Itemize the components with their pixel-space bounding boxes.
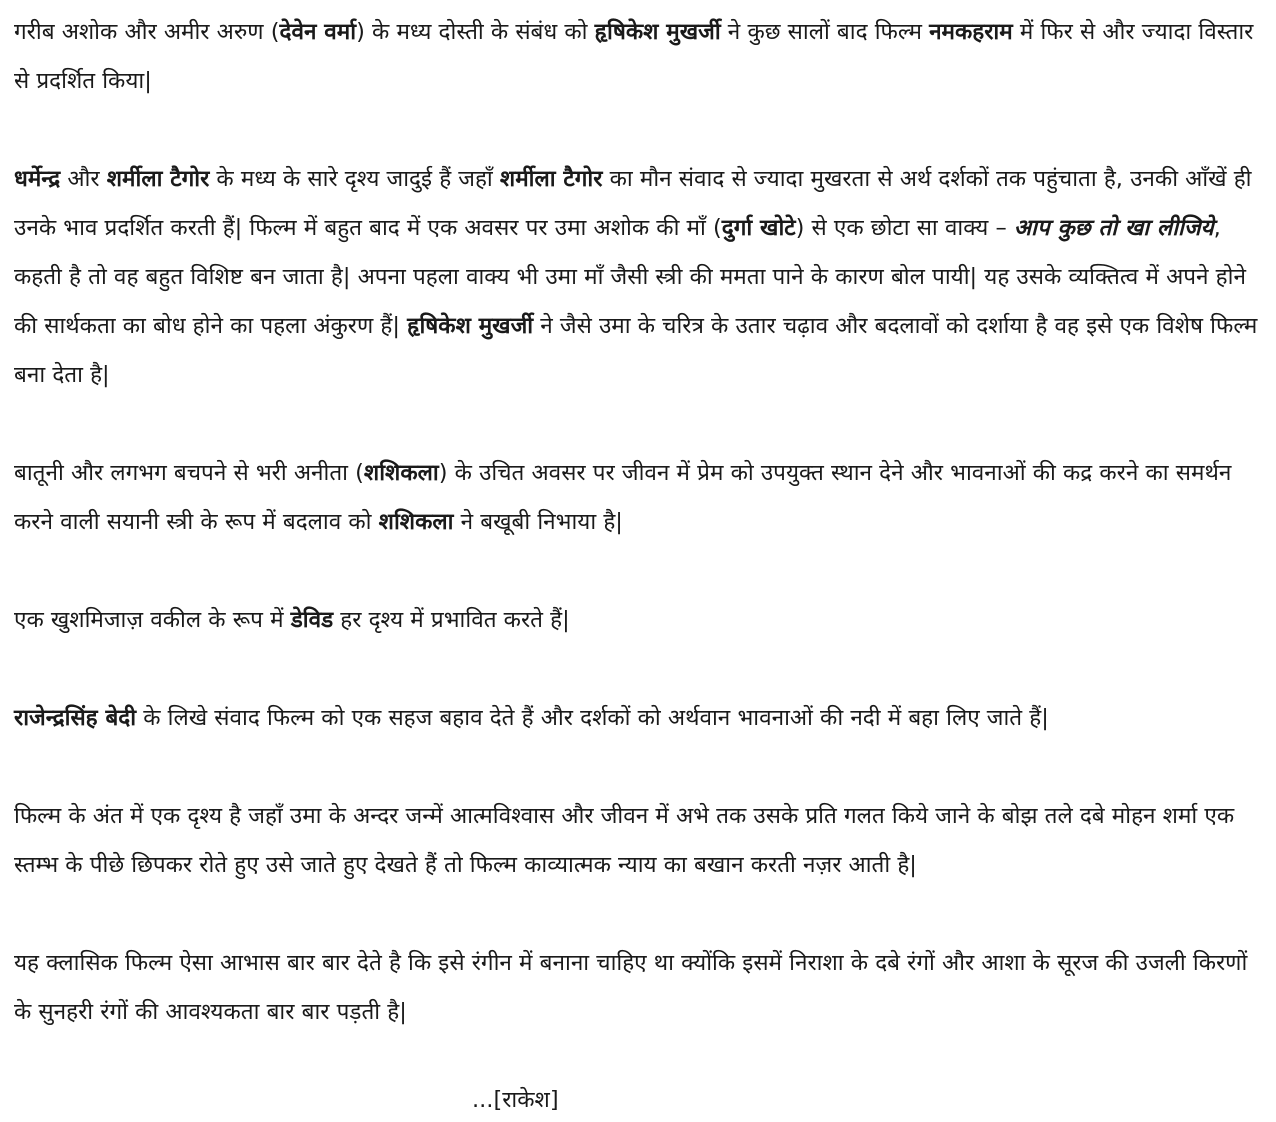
text: फिल्म के अंत में एक दृश्य है जहाँ उमा के अन्दर जन्में आत्मविश्वास और जीवन में अभे तक उसके प्रति गलत किये जाने के बोझ तले दबे मोहन शर्मा एक स्तम्भ के पीछे छिपकर रोते हुए उसे जाते हुए देखते हैं तो फिल्म काव्यात्मक न्याय का बखान करती नज़र आती है| — [14, 803, 1235, 878]
bold-italic-quote: आप कुछ तो खा लीजिये — [1013, 215, 1214, 241]
text: ) के मध्य दोस्ती के संबंध को — [356, 19, 595, 45]
text: हर दृश्य में प्रभावित करते हैं| — [333, 607, 570, 633]
paragraph-7 — [14, 939, 1268, 1037]
paragraph-5 — [14, 694, 1268, 743]
text: बातूनी और लगभग बचपने से भरी अनीता ( — [14, 460, 364, 486]
bold-name: धर्मेन्द्र — [14, 166, 61, 192]
bold-name: देवेन वर्मा — [279, 19, 357, 45]
paragraph-3 — [14, 449, 1268, 547]
bold-name: दुर्गा खोटे — [721, 215, 796, 241]
text: में फिर से और ज्यादा विस्तार से प्रदर्शित किया| — [14, 19, 1254, 94]
text: , कहती है तो वह बहुत विशिष्ट बन जाता है| अपना पहला वाक्य भी उमा माँ जैसी स्त्री की ममता पाने के कारण बोल पायी| यह उसके व्यक्तित्व में अपने होने की सार्थकता का बोध होने का पहला अंकुरण हैं| — [14, 215, 1246, 339]
text: ने कुछ सालों बाद फिल्म — [720, 19, 930, 45]
bold-name: डेविड — [290, 607, 334, 633]
bold-name: हृषिकेश मुखर्जी — [594, 19, 721, 45]
text: के लिखे संवाद फिल्म को एक सहज बहाव देते हैं और दर्शकों को अर्थवान भावनाओं की नदी में बहा लिए जाते हैं| — [136, 705, 1049, 731]
text: ने बखूबी निभाया है| — [453, 509, 623, 535]
bold-name: शशिकला — [378, 509, 454, 535]
text: ) के उचित अवसर पर जीवन में प्रेम को उपयुक्त स्थान देने और भावनाओं की कद्र करने का समर्थन करने वाली सयानी स्त्री के रूप में बदलाव को — [14, 460, 1232, 535]
bold-name: शर्मीला टैगोर — [106, 166, 210, 192]
text: गरीब अशोक और अमीर अरुण ( — [14, 19, 280, 45]
text: के मध्य के सारे दृश्य जादुई हैं जहाँ — [209, 166, 500, 192]
bold-film-title: नमकहराम — [929, 19, 1013, 45]
text: ) से एक छोटा सा वाक्य – — [795, 215, 1014, 241]
text: ने जैसे उमा के चरित्र के उतार चढ़ाव और बदलावों को दर्शाया है वह इसे एक विशेष फिल्म बना देता है| — [14, 313, 1258, 388]
paragraph-1 — [14, 8, 1268, 106]
paragraph-4 — [14, 596, 1268, 645]
text: का मौन संवाद से ज्यादा मुखरता से अर्थ दर्शकों तक पहुंचाता है, उनकी आँखें ही उनके भाव प्रदर्शित करती हैं| फिल्म में बहुत बाद में एक अवसर पर उमा अशोक की माँ ( — [14, 166, 1252, 241]
paragraph-2 — [14, 155, 1268, 400]
bold-name: राजेन्द्रसिंह बेदी — [14, 705, 137, 731]
bold-name: हृषिकेश मुखर्जी — [407, 313, 534, 339]
text: एक खुशमिजाज़ वकील के रूप में — [14, 607, 291, 633]
text: और — [60, 166, 107, 192]
bold-name: शर्मीला टैगोर — [499, 166, 603, 192]
paragraph-6 — [14, 792, 1268, 890]
article-body — [14, 8, 1268, 1037]
bold-name: शशिकला — [363, 460, 439, 486]
author-signature: ...[राकेश] — [472, 1087, 559, 1113]
text: यह क्लासिक फिल्म ऐसा आभास बार बार देते है कि इसे रंगीन में बनाना चाहिए था क्योंकि इसमें निराशा के दबे रंगों और आशा के सूरज की उजली किरणों के सुनहरी रंगों की आवश्यकता बार बार पड़ती है| — [14, 950, 1248, 1025]
